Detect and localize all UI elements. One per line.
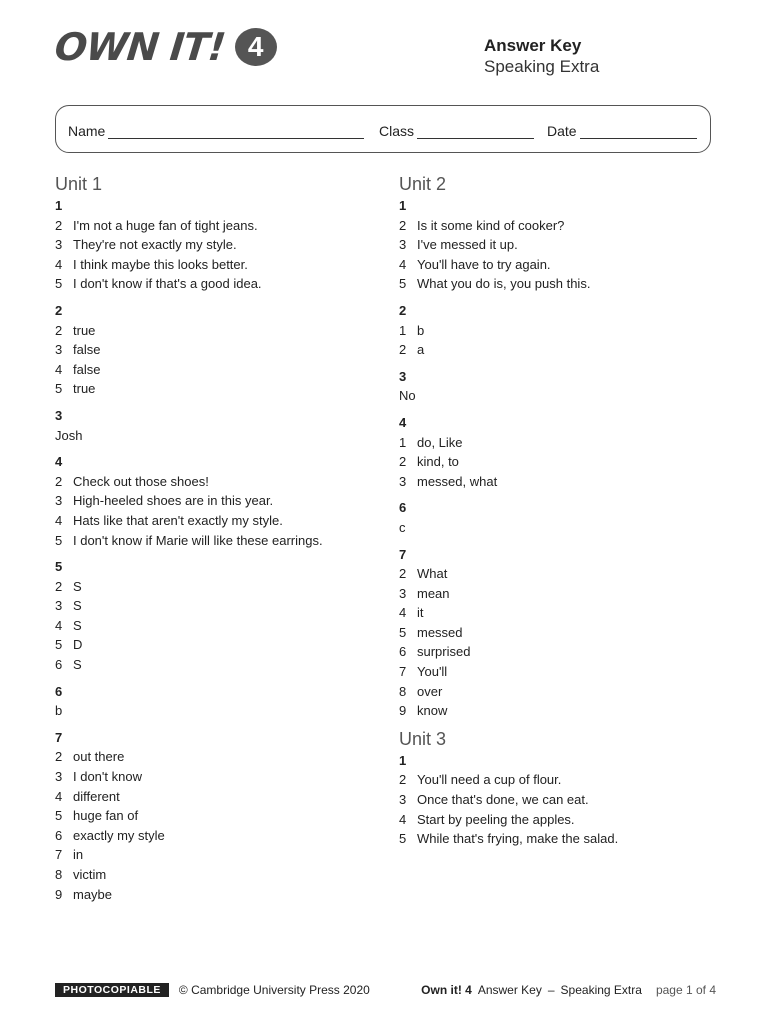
item-answer: I think maybe this looks better.	[73, 256, 248, 272]
item-number: 3	[55, 598, 63, 614]
exercise-answer: c	[399, 519, 406, 535]
footer-doc-type: Answer Key	[477, 983, 542, 997]
answer-item	[399, 790, 729, 810]
item-answer: do, Like	[417, 434, 463, 450]
exercise-number: 3	[399, 368, 407, 384]
item-number: 4	[55, 256, 63, 272]
item-number: 2	[399, 566, 407, 582]
item-answer: S	[73, 598, 82, 614]
class-label: Class	[379, 123, 415, 139]
item-answer: messed, what	[417, 473, 498, 489]
item-answer: While that's frying, make the salad.	[417, 831, 619, 847]
photocopiable-badge: PHOTOCOPIABLE	[55, 983, 169, 997]
exercise-answer: Josh	[55, 427, 83, 443]
item-number: 7	[399, 664, 407, 680]
answer-item	[399, 433, 729, 453]
item-answer: Hats like that aren't exactly my style.	[73, 512, 283, 528]
answer-item	[399, 452, 729, 472]
unit-heading: Unit 3	[399, 728, 447, 749]
item-number: 5	[399, 831, 407, 847]
item-number: 5	[55, 808, 63, 824]
answer-item	[399, 623, 729, 643]
item-number: 3	[399, 792, 407, 808]
answer-item	[399, 564, 729, 584]
answer-item	[55, 531, 385, 551]
answer-item	[55, 596, 385, 616]
answer-item	[55, 767, 385, 787]
item-answer: kind, to	[417, 454, 459, 470]
item-answer: in	[73, 847, 84, 863]
exercise-block	[399, 367, 729, 406]
item-answer: out there	[73, 749, 125, 765]
item-number: 5	[55, 532, 63, 548]
exercise-number: 6	[399, 500, 407, 516]
item-answer: maybe	[73, 886, 113, 902]
answer-item	[399, 584, 729, 604]
item-number: 8	[55, 867, 63, 882]
item-answer: Start by peeling the apples.	[417, 811, 575, 827]
exercise-block	[55, 452, 385, 550]
copyright-text: © Cambridge University Press 2020	[178, 983, 370, 997]
answer-item	[55, 635, 385, 655]
answer-item	[55, 787, 385, 807]
item-number: 4	[55, 361, 63, 377]
exercise-number: 7	[55, 729, 63, 745]
footer-book-title: Own it! 4	[421, 983, 472, 997]
item-number: 6	[55, 657, 63, 673]
answer-item	[55, 577, 385, 597]
item-number: 3	[399, 473, 407, 489]
answer-item	[399, 810, 729, 830]
item-answer: b	[417, 322, 425, 338]
item-answer: You'll have to try again.	[417, 256, 551, 272]
footer-dash: –	[547, 983, 555, 997]
date-label: Date	[547, 123, 577, 139]
exercise-answer: No	[399, 388, 416, 404]
answer-item	[55, 340, 385, 360]
exercise-number: 1	[399, 752, 407, 768]
document-title: Answer Key	[484, 36, 582, 55]
item-number: 5	[55, 276, 63, 292]
item-answer: Once that's done, we can eat.	[417, 792, 589, 808]
answer-item	[399, 472, 729, 492]
item-answer: What you do is, you push this.	[417, 276, 591, 292]
item-number: 2	[399, 772, 407, 788]
exercise-block	[55, 728, 385, 904]
item-answer: Check out those shoes!	[73, 473, 209, 489]
exercise-number: 7	[399, 546, 407, 562]
page-number: page 1 of 4	[655, 983, 716, 997]
answer-item	[55, 885, 385, 905]
exercise-block	[399, 413, 729, 491]
item-number: 5	[55, 381, 63, 397]
exercise-block	[55, 406, 385, 445]
item-answer: You'll	[417, 664, 448, 680]
item-answer: Is it some kind of cooker?	[417, 217, 565, 233]
exercise-block	[399, 301, 729, 360]
answer-item	[399, 701, 729, 721]
item-number: 3	[55, 769, 63, 785]
exercise-number: 2	[399, 302, 407, 318]
exercise-number: 5	[55, 559, 63, 575]
exercise-number: 6	[55, 683, 63, 699]
student-info-box	[55, 105, 711, 153]
class-blank-line[interactable]	[417, 124, 534, 139]
item-number: 6	[55, 827, 63, 843]
item-answer: messed	[417, 624, 463, 640]
item-number: 3	[55, 342, 63, 358]
exercise-number: 4	[399, 414, 407, 430]
logo-level-badge: 4	[235, 28, 277, 66]
item-answer: S	[73, 617, 82, 633]
item-answer: S	[73, 657, 82, 673]
item-number: 6	[399, 644, 407, 660]
item-number: 5	[399, 276, 407, 292]
item-number: 4	[399, 605, 407, 621]
answer-item	[55, 379, 385, 399]
answer-item	[399, 255, 729, 275]
item-answer: over	[417, 683, 443, 699]
answer-item	[55, 655, 385, 675]
footer-document-info	[421, 983, 716, 997]
item-number: 3	[55, 237, 63, 253]
item-number: 4	[55, 788, 63, 804]
item-number: 2	[55, 578, 63, 594]
logo-text: OWN IT!	[52, 25, 227, 69]
answer-item	[399, 340, 729, 360]
item-answer: true	[73, 381, 96, 397]
footer-section: Speaking Extra	[560, 983, 642, 997]
item-answer: You'll need a cup of flour.	[417, 772, 562, 788]
item-number: 2	[55, 749, 63, 765]
logo	[52, 25, 277, 69]
exercise-block	[399, 545, 729, 721]
answer-item	[55, 616, 385, 636]
item-answer: High-heeled shoes are in this year.	[73, 493, 274, 509]
item-answer: true	[73, 322, 96, 338]
answer-column-right	[399, 172, 729, 849]
item-number: 2	[55, 473, 63, 489]
answer-item	[55, 747, 385, 767]
exercise-number: 1	[55, 198, 63, 213]
item-answer: D	[73, 637, 83, 653]
item-answer: What	[417, 566, 448, 582]
answer-item	[55, 845, 385, 865]
exercise-block	[399, 498, 729, 537]
item-number: 7	[55, 847, 63, 863]
name-label: Name	[68, 123, 106, 139]
item-number: 5	[55, 637, 63, 653]
item-number: 9	[55, 886, 63, 902]
item-number: 4	[399, 811, 407, 827]
item-answer: I've messed it up.	[417, 237, 518, 253]
item-number: 9	[399, 703, 407, 719]
item-number: 3	[55, 493, 63, 509]
exercise-block	[399, 751, 729, 849]
item-answer: I don't know if Marie will like these earrings.	[73, 532, 323, 548]
item-answer: false	[73, 361, 101, 377]
exercise-block	[55, 196, 385, 294]
name-field	[68, 123, 364, 139]
item-answer: different	[73, 788, 120, 804]
exercise-block	[55, 682, 385, 721]
item-number: 2	[399, 342, 407, 358]
document-header	[484, 36, 599, 78]
item-answer: victim	[73, 867, 107, 882]
item-number: 3	[399, 585, 407, 601]
answer-column-left	[55, 172, 385, 904]
answer-item	[399, 829, 729, 849]
answer-item	[399, 682, 729, 702]
answer-item	[55, 826, 385, 846]
item-answer: They're not exactly my style.	[73, 237, 237, 253]
exercise-number: 1	[399, 198, 407, 213]
document-subtitle: Speaking Extra	[484, 57, 600, 76]
item-number: 2	[399, 454, 407, 470]
date-blank-line[interactable]	[580, 124, 697, 139]
answer-item	[55, 321, 385, 341]
answer-item	[399, 274, 729, 294]
answer-item	[55, 806, 385, 826]
answer-item	[399, 216, 729, 236]
item-number: 4	[55, 617, 63, 633]
exercise-block	[399, 196, 729, 294]
exercise-block	[55, 301, 385, 399]
answer-item	[55, 511, 385, 531]
name-blank-line[interactable]	[108, 124, 364, 139]
item-answer: it	[417, 605, 424, 621]
item-answer: know	[417, 703, 448, 719]
answer-item	[399, 662, 729, 682]
exercise-block	[55, 557, 385, 675]
answer-item	[55, 255, 385, 275]
item-answer: a	[417, 342, 425, 358]
item-answer: huge fan of	[73, 808, 139, 824]
item-number: 3	[399, 237, 407, 253]
unit-heading: Unit 1	[55, 174, 103, 194]
item-number: 1	[399, 434, 407, 450]
item-number: 8	[399, 683, 407, 699]
item-number: 4	[55, 512, 63, 528]
exercise-number: 4	[55, 454, 63, 470]
item-answer: I don't know	[73, 769, 142, 785]
item-answer: I don't know if that's a good idea.	[73, 276, 262, 292]
answer-item	[55, 865, 385, 885]
exercise-answer: b	[55, 703, 63, 719]
item-answer: exactly my style	[73, 827, 165, 843]
item-number: 2	[55, 217, 63, 233]
item-answer: false	[73, 342, 101, 358]
unit-heading: Unit 2	[399, 174, 447, 194]
answer-item	[55, 274, 385, 294]
answer-item	[399, 235, 729, 255]
item-number: 5	[399, 624, 407, 640]
item-answer: I'm not a huge fan of tight jeans.	[73, 217, 258, 233]
answer-item	[399, 603, 729, 623]
item-number: 2	[399, 217, 407, 233]
item-number: 2	[55, 322, 63, 338]
answer-item	[55, 216, 385, 236]
class-field	[379, 123, 534, 139]
item-answer: S	[73, 578, 82, 594]
exercise-number: 3	[55, 407, 63, 423]
answer-item	[55, 235, 385, 255]
date-field	[547, 123, 697, 139]
answer-item	[399, 321, 729, 341]
answer-item	[55, 472, 385, 492]
item-answer: surprised	[417, 644, 471, 660]
item-number: 1	[399, 322, 407, 338]
item-answer: mean	[417, 585, 450, 601]
answer-item	[399, 770, 729, 790]
exercise-number: 2	[55, 302, 63, 318]
answer-item	[55, 491, 385, 511]
answer-item	[55, 360, 385, 380]
item-number: 4	[399, 256, 407, 272]
footer	[55, 983, 716, 997]
answer-item	[399, 642, 729, 662]
